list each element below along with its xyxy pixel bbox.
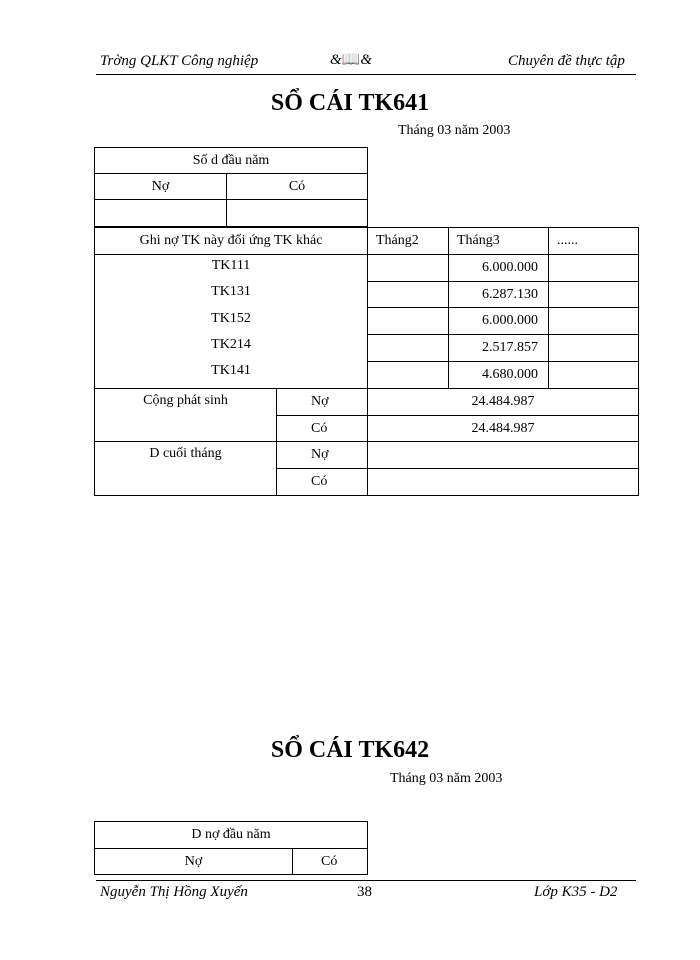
col-desc-header: Ghi nợ TK này đối ứng TK khác: [94, 227, 368, 255]
header-topic: Chuyên đề thực tập: [508, 53, 625, 69]
month2-cell: [367, 307, 449, 335]
book-icon: 📖: [341, 52, 361, 68]
footer-author: Nguyễn Thị Hồng Xuyến: [100, 884, 248, 900]
more-cell: [548, 254, 639, 282]
col-more-header: ......: [548, 227, 639, 255]
opening-credit-header-642: Có: [292, 848, 368, 875]
header-logo: [330, 50, 372, 69]
account-label: TK214: [211, 337, 251, 352]
end-debit-value: [367, 441, 639, 469]
ledger-title-642: SỔ CÁI TK642: [270, 737, 430, 763]
end-credit-value: [367, 468, 639, 496]
footer-class: Lớp K35 - D2: [534, 884, 618, 900]
more-cell: [548, 307, 639, 335]
end-debit-label: Nợ: [276, 441, 368, 469]
col-month3-header: Tháng3: [448, 227, 549, 255]
month2-cell: [367, 334, 449, 362]
opening-balance-header: Số d đầu năm: [94, 147, 368, 174]
header-rule: [96, 74, 636, 75]
opening-credit-value: [226, 199, 368, 227]
more-cell: [548, 361, 639, 389]
header-amp-2: &: [360, 52, 373, 68]
col-month2-header: Tháng2: [367, 227, 449, 255]
total-credit-value: 24.484.987: [367, 415, 639, 442]
total-credit-label: Có: [276, 415, 368, 442]
month3-cell: 4.680.000: [448, 361, 549, 389]
month3-cell: 6.000.000: [448, 307, 549, 335]
ledger-title-641: SỔ CÁI TK641: [270, 90, 430, 116]
opening-credit-header: Có: [226, 173, 368, 200]
page-number: 38: [357, 884, 372, 900]
account-label: TK152: [211, 311, 251, 326]
account-label: TK111: [211, 258, 251, 273]
ledger-subtitle-642: Tháng 03 năm 2003: [390, 771, 503, 786]
month2-cell: [367, 281, 449, 308]
account-label: TK141: [211, 363, 251, 378]
month3-cell: 6.000.000: [448, 254, 549, 282]
month2-cell: [367, 254, 449, 282]
header-school: Trờng QLKT Công nghiệp: [100, 53, 259, 69]
total-debit-value: 24.484.987: [367, 388, 639, 416]
more-cell: [548, 334, 639, 362]
month3-cell: 2.517.857: [448, 334, 549, 362]
ledger-subtitle-641: Tháng 03 năm 2003: [398, 123, 511, 138]
total-label: Cộng phát sinh: [94, 388, 277, 442]
month3-cell: 6.287.130: [448, 281, 549, 308]
month2-cell: [367, 361, 449, 389]
end-balance-label: D cuối tháng: [94, 441, 277, 496]
more-cell: [548, 281, 639, 308]
footer-rule: [96, 880, 636, 881]
opening-debit-header: Nợ: [94, 173, 227, 200]
opening-debit-header-642: Nợ: [94, 848, 293, 875]
opening-debit-value: [94, 199, 227, 227]
total-debit-label: Nợ: [276, 388, 368, 416]
header-amp: &: [330, 52, 342, 68]
opening-balance-header-642: D nợ đầu năm: [94, 821, 368, 849]
end-credit-label: Có: [276, 468, 368, 496]
account-label: TK131: [211, 284, 251, 299]
